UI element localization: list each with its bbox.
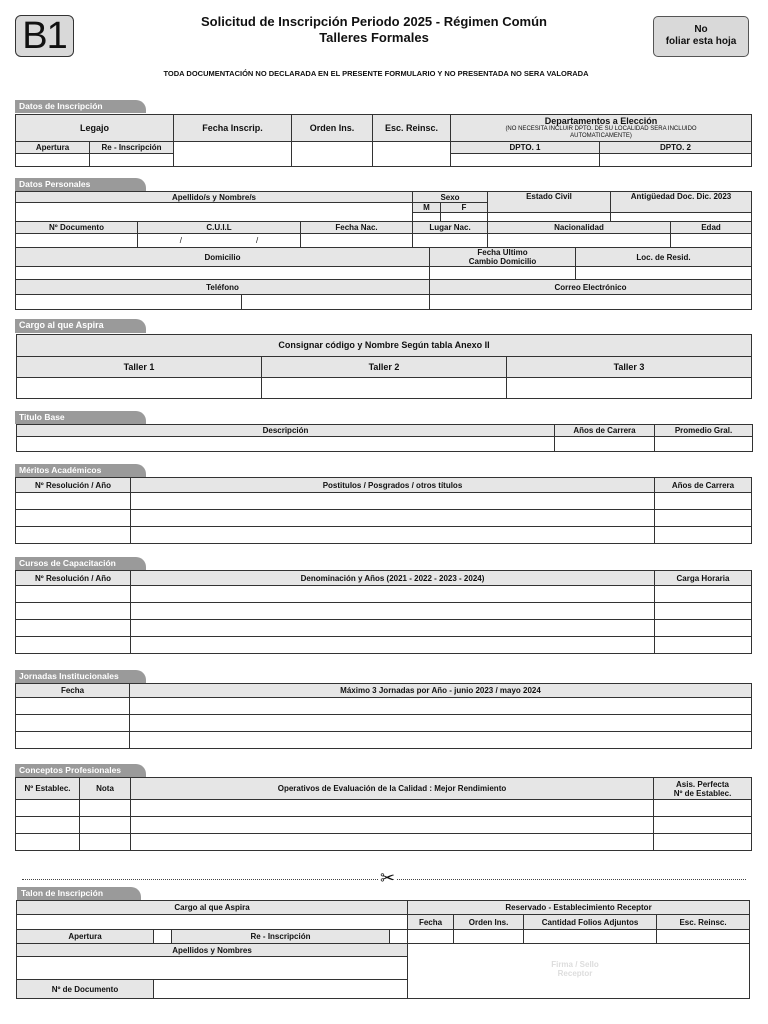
apellido-header: Apellido/s y Nombre/s — [16, 192, 413, 203]
talon-cargo-header: Cargo al que Aspira — [17, 901, 408, 915]
cursos-cell[interactable] — [16, 586, 131, 603]
table-row — [16, 620, 752, 637]
table-row — [16, 637, 752, 654]
cursos-cell[interactable] — [131, 620, 655, 637]
form-title-line1: Solicitud de Inscripción Periodo 2025 - Régimen Común — [200, 14, 547, 29]
meritos-cell[interactable] — [131, 493, 655, 510]
cursos-cell[interactable] — [655, 637, 752, 654]
talon-cargo-field[interactable] — [17, 915, 408, 930]
conceptos-cell[interactable] — [80, 834, 131, 851]
descripcion-header: Descripción — [17, 425, 555, 437]
conceptos-cell[interactable] — [654, 834, 752, 851]
talon-orden-field[interactable] — [454, 930, 524, 944]
jornadas-cell[interactable] — [130, 732, 752, 749]
talon-apellidos-header: Apellidos y Nombres — [17, 944, 408, 957]
jornadas-maximo-header: Máximo 3 Jornadas por Año - junio 2023 / mayo 2024 — [130, 684, 752, 698]
cuil-slash-1: / — [179, 236, 182, 245]
table-row — [16, 510, 752, 527]
orden-ins-field[interactable] — [292, 142, 373, 167]
taller3-header: Taller 3 — [507, 357, 752, 378]
section-cargo: Cargo al que Aspira — [15, 319, 146, 333]
fecha-inscrip-header: Fecha Inscrip. — [174, 115, 292, 142]
conceptos-cell[interactable] — [131, 834, 654, 851]
meritos-resolucion-header: Nº Resolución / Año — [16, 478, 131, 493]
firma-sello-label: Firma / Sello Receptor — [551, 960, 599, 978]
cuil-header: C.U.I.L — [138, 222, 301, 234]
talon-reservado-header: Reservado - Establecimiento Receptor — [408, 901, 750, 915]
table-row — [16, 732, 752, 749]
table-row — [16, 715, 752, 732]
section-jornadas: Jornadas Institucionales — [15, 670, 146, 683]
dpto2-header: DPTO. 2 — [600, 142, 752, 154]
conceptos-cell[interactable] — [80, 800, 131, 817]
conceptos-cell[interactable] — [16, 834, 80, 851]
no-foliar-box: No foliar esta hoja — [653, 16, 749, 57]
antiguedad-header: Antigüedad Doc. Dic. 2023 — [611, 192, 752, 213]
meritos-cell[interactable] — [131, 510, 655, 527]
departamentos-header — [451, 115, 752, 142]
anios-carrera-field[interactable] — [555, 437, 655, 452]
telefono-field-1[interactable] — [16, 295, 242, 310]
talon-reinscripcion-field[interactable] — [390, 930, 408, 944]
talon-apertura-label: Apertura — [17, 930, 154, 944]
section-datos-inscripcion: Datos de Inscripción — [15, 100, 146, 113]
conceptos-operativos-header: Operativos de Evaluación de la Calidad : Mejor Rendimiento — [131, 778, 654, 800]
table-row — [16, 527, 752, 544]
meritos-cell[interactable] — [16, 510, 131, 527]
conceptos-asis-line1: Asis. Perfecta — [676, 779, 729, 789]
talon-table — [16, 900, 750, 999]
section-conceptos: Conceptos Profesionales — [15, 764, 146, 777]
promedio-header: Promedio Gral. — [655, 425, 753, 437]
jornadas-table — [15, 683, 752, 749]
talon-apertura-field[interactable] — [154, 930, 172, 944]
esc-reinsc-field[interactable] — [373, 142, 451, 167]
edad-field[interactable] — [671, 234, 752, 248]
dpto1-field[interactable] — [451, 154, 600, 167]
promedio-field[interactable] — [655, 437, 753, 452]
section-meritos: Méritos Académicos — [15, 464, 146, 477]
conceptos-nota-header: Nota — [80, 778, 131, 800]
jornadas-cell[interactable] — [130, 698, 752, 715]
talon-folios-field[interactable] — [524, 930, 657, 944]
documento-field[interactable] — [16, 234, 138, 248]
conceptos-cell[interactable] — [654, 800, 752, 817]
jornadas-fecha-header: Fecha — [16, 684, 130, 698]
esc-reinsc-header: Esc. Reinsc. — [373, 115, 451, 142]
meritos-cell[interactable] — [655, 493, 752, 510]
form-title — [120, 14, 628, 46]
cursos-cell[interactable] — [131, 637, 655, 654]
talon-esc-header: Esc. Reinsc. — [657, 915, 750, 930]
conceptos-cell[interactable] — [16, 800, 80, 817]
cursos-resolucion-header: Nº Resolución / Año — [16, 571, 131, 586]
jornadas-cell[interactable] — [16, 732, 130, 749]
personales-table-2 — [15, 221, 752, 248]
talon-esc-field[interactable] — [657, 930, 750, 944]
section-talon: Talon de Inscripción — [17, 887, 141, 900]
jornadas-cell[interactable] — [130, 715, 752, 732]
table-row — [16, 603, 752, 620]
table-row — [16, 800, 752, 817]
cuil-slash-2: / — [256, 236, 259, 245]
titulo-table — [16, 424, 753, 452]
cursos-cell[interactable] — [655, 603, 752, 620]
correo-header: Correo Electrónico — [430, 280, 752, 295]
departamentos-note: (NO NECESITA INCLUIR DPTO. DE SU LOCALIDAD SERA INCLUIDO AUTOMATICAMENTE) — [505, 125, 697, 139]
meritos-cell[interactable] — [16, 493, 131, 510]
meritos-cell[interactable] — [655, 527, 752, 544]
meritos-cell[interactable] — [131, 527, 655, 544]
table-row — [16, 834, 752, 851]
fecha-nac-field[interactable] — [301, 234, 413, 248]
consignar-header: Consignar código y Nombre Según tabla Anexo II — [17, 335, 752, 357]
cargo-table — [16, 334, 752, 399]
personales-table-4 — [15, 279, 752, 310]
lugar-nac-field[interactable] — [413, 234, 488, 248]
cursos-denominacion-header: Denominación y Años (2021 - 2022 - 2023 - 2024) — [131, 571, 655, 586]
fecha-ultimo-header — [430, 248, 576, 267]
re-inscripcion-field[interactable] — [90, 154, 174, 167]
nacionalidad-field[interactable] — [488, 234, 671, 248]
talon-fecha-field[interactable] — [408, 930, 454, 944]
cursos-cell[interactable] — [655, 586, 752, 603]
documento-header: Nº Documento — [16, 222, 138, 234]
talon-fecha-header: Fecha — [408, 915, 454, 930]
domicilio-header: Domicilio — [16, 248, 430, 267]
table-row — [16, 586, 752, 603]
form-title-line2: Talleres Formales — [319, 30, 429, 45]
talon-reinscripcion-label: Re - Inscripción — [172, 930, 390, 944]
apertura-label: Apertura — [16, 142, 90, 154]
table-row — [16, 817, 752, 834]
conceptos-cell[interactable] — [131, 817, 654, 834]
conceptos-asis-header — [654, 778, 752, 800]
talon-documento-label: Nº de Documento — [17, 980, 154, 999]
table-row — [16, 493, 752, 510]
telefono-field-2[interactable] — [242, 295, 430, 310]
jornadas-cell[interactable] — [16, 698, 130, 715]
descripcion-field[interactable] — [17, 437, 555, 452]
section-cursos: Cursos de Capacitación — [15, 557, 146, 570]
sexo-f-label: F — [441, 203, 488, 213]
meritos-anios-header: Años de Carrera — [655, 478, 752, 493]
conceptos-asis-line2: Nº de Establec. — [673, 788, 732, 798]
correo-field[interactable] — [430, 295, 752, 310]
cursos-cell[interactable] — [131, 603, 655, 620]
fecha-ultimo-line2: Cambio Domicilio — [468, 257, 537, 266]
talon-folios-header: Cantidad Folios Adjuntos — [524, 915, 657, 930]
sexo-header: Sexo — [413, 192, 488, 203]
edad-header: Edad — [671, 222, 752, 234]
meritos-postitulos-header: Postitulos / Posgrados / otros títulos — [131, 478, 655, 493]
personales-table-3 — [15, 247, 752, 281]
anios-carrera-header: Años de Carrera — [555, 425, 655, 437]
personales-table-1 — [15, 191, 752, 223]
taller1-header: Taller 1 — [17, 357, 262, 378]
conceptos-cell[interactable] — [16, 817, 80, 834]
cuil-field[interactable] — [138, 234, 301, 248]
section-titulo-base: Titulo Base — [15, 411, 146, 424]
conceptos-table — [15, 777, 752, 851]
jornadas-cell[interactable] — [16, 715, 130, 732]
nacionalidad-header: Nacionalidad — [488, 222, 671, 234]
cursos-cell[interactable] — [131, 586, 655, 603]
form-code-badge: B1 — [15, 15, 74, 57]
talon-orden-header: Orden Ins. — [454, 915, 524, 930]
taller2-header: Taller 2 — [262, 357, 507, 378]
taller3-field[interactable] — [507, 378, 752, 399]
orden-ins-header: Orden Ins. — [292, 115, 373, 142]
taller1-field[interactable] — [17, 378, 262, 399]
cursos-cell[interactable] — [16, 620, 131, 637]
scissors-icon: ✂ — [380, 868, 396, 888]
dpto2-field[interactable] — [600, 154, 752, 167]
telefono-header: Teléfono — [16, 280, 430, 295]
talon-apellidos-field[interactable] — [17, 957, 408, 980]
fecha-inscrip-field[interactable] — [174, 142, 292, 167]
conceptos-cell[interactable] — [131, 800, 654, 817]
re-inscripcion-label: Re - Inscripción — [90, 142, 174, 154]
departamentos-label: Departamentos a Elección — [544, 115, 658, 126]
meritos-cell[interactable] — [655, 510, 752, 527]
meritos-table — [15, 477, 752, 544]
cursos-cell[interactable] — [655, 620, 752, 637]
inscripcion-table — [15, 114, 752, 167]
sexo-m-label: M — [413, 203, 441, 213]
notice-text: TODA DOCUMENTACIÓN NO DECLARADA EN EL PRESENTE FORMULARIO Y NO PRESENTADA NO SERA VALORADA — [163, 69, 589, 78]
fecha-ultimo-line1: Fecha Ultimo — [477, 248, 528, 257]
meritos-cell[interactable] — [16, 527, 131, 544]
taller2-field[interactable] — [262, 378, 507, 399]
legajo-header: Legajo — [16, 115, 174, 142]
estado-civil-header: Estado Civil — [488, 192, 611, 213]
talon-documento-field[interactable] — [154, 980, 408, 999]
section-datos-personales: Datos Personales — [15, 178, 146, 191]
dpto1-header: DPTO. 1 — [451, 142, 600, 154]
cursos-cell[interactable] — [16, 637, 131, 654]
loc-resid-header: Loc. de Resid. — [576, 248, 752, 267]
cursos-carga-header: Carga Horaria — [655, 571, 752, 586]
cursos-table — [15, 570, 752, 654]
cursos-cell[interactable] — [16, 603, 131, 620]
conceptos-establec-header: Nº Establec. — [16, 778, 80, 800]
conceptos-cell[interactable] — [654, 817, 752, 834]
fecha-nac-header: Fecha Nac. — [301, 222, 413, 234]
lugar-nac-header: Lugar Nac. — [413, 222, 488, 234]
apertura-field[interactable] — [16, 154, 90, 167]
conceptos-cell[interactable] — [80, 817, 131, 834]
apellido-field[interactable] — [16, 203, 413, 223]
table-row — [16, 698, 752, 715]
